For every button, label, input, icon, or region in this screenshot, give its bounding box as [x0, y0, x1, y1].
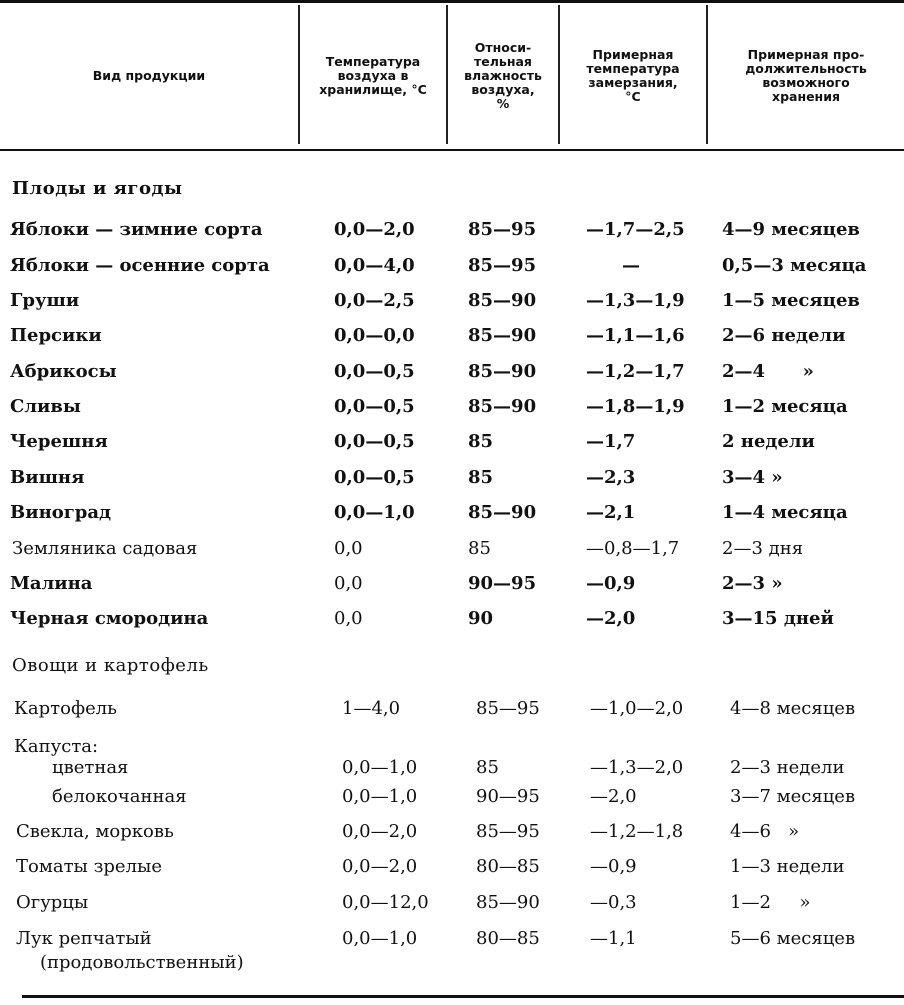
air-temp-value: 0,0—2,0: [342, 821, 418, 842]
air-temp-value: 0,0—0,5: [334, 431, 415, 452]
freeze-temp-value: —2,3: [586, 467, 636, 488]
humidity-value: 90: [468, 608, 494, 629]
product-name: Малина: [10, 573, 93, 594]
air-temp-value: 0,0—2,0: [334, 219, 415, 240]
humidity-value: 85—90: [468, 325, 537, 346]
product-name: Персики: [10, 325, 102, 346]
storage-value: 1—2 »: [730, 892, 811, 913]
air-temp-value: 0,0—0,5: [334, 396, 415, 417]
freeze-temp-value: —1,8—1,9: [586, 396, 685, 417]
humidity-value: 85—95: [468, 219, 537, 240]
freeze-temp-value: —1,1: [590, 928, 637, 949]
storage-value: 2—3 »: [722, 573, 783, 594]
humidity-value: 80—85: [476, 928, 540, 949]
humidity-value: 90—95: [476, 786, 540, 807]
freeze-temp-value: —2,0: [586, 608, 636, 629]
product-name: Томаты зрелые: [16, 856, 162, 877]
freeze-temp-value: —1,2—1,7: [586, 361, 685, 382]
humidity-value: 85—90: [476, 892, 540, 913]
air-temp-value: 0,0: [334, 538, 363, 559]
freeze-temp-value: —1,7—2,5: [586, 219, 685, 240]
header-rule: [0, 149, 904, 151]
product-name: Свекла, морковь: [16, 821, 174, 842]
freeze-temp-value: —1,1—1,6: [586, 325, 685, 346]
header-humidity: Относи- тельная влажность воздуха, %: [464, 40, 542, 111]
humidity-value: 85—95: [476, 698, 540, 719]
storage-value: 3—15 дней: [722, 608, 834, 629]
humidity-value: 85—90: [468, 396, 537, 417]
product-name: Огурцы: [16, 892, 89, 913]
storage-value: 4—6 »: [730, 821, 800, 842]
air-temp-value: 0,0—2,0: [342, 856, 418, 877]
product-name: Лук репчатый: [16, 928, 152, 949]
product-name: Груши: [10, 290, 80, 311]
humidity-value: 85: [468, 538, 491, 559]
product-name: цветная: [52, 757, 129, 778]
air-temp-value: 0,0—1,0: [334, 502, 415, 523]
product-name: Яблоки — зимние сорта: [10, 219, 263, 240]
section-title-fruits: Плоды и ягоды: [12, 178, 183, 199]
humidity-value: 85: [476, 757, 499, 778]
air-temp-value: 0,0—4,0: [334, 255, 415, 276]
air-temp-value: 0,0—1,0: [342, 757, 418, 778]
product-name-qualifier: (продовольственный): [40, 952, 244, 973]
air-temp-value: 0,0—0,0: [334, 325, 415, 346]
air-temp-value: 0,0: [334, 573, 363, 594]
freeze-temp-value: —1,2—1,8: [590, 821, 684, 842]
humidity-value: 85—90: [468, 361, 537, 382]
storage-value: 1—4 месяца: [722, 502, 848, 523]
storage-value: 0,5—3 месяца: [722, 255, 867, 276]
storage-value: 1—5 месяцев: [722, 290, 860, 311]
section-title-vegetables: Овощи и картофель: [12, 655, 209, 676]
freeze-temp-value: —0,3: [590, 892, 637, 913]
air-temp-value: 0,0—2,5: [334, 290, 415, 311]
humidity-value: 85—90: [468, 290, 537, 311]
humidity-value: 85: [468, 431, 494, 452]
product-name: белокочанная: [52, 786, 187, 807]
storage-value: 2 недели: [722, 431, 815, 452]
storage-value: 4—8 месяцев: [730, 698, 856, 719]
freeze-temp-value: —1,0—2,0: [590, 698, 684, 719]
air-temp-value: 0,0—1,0: [342, 928, 418, 949]
header-product: Вид продукции: [92, 68, 206, 83]
air-temp-value: 0,0—0,5: [334, 361, 415, 382]
storage-value: 2—3 недели: [730, 757, 845, 778]
table-bottom-rule: [22, 995, 904, 998]
storage-value: 1—3 недели: [730, 856, 845, 877]
humidity-value: 85—90: [468, 502, 537, 523]
product-name: Вишня: [10, 467, 85, 488]
product-name: Черная смородина: [10, 608, 209, 629]
storage-value: 3—4 »: [722, 467, 783, 488]
freeze-temp-value: —1,7: [586, 431, 636, 452]
product-name: Картофель: [14, 698, 117, 719]
product-name: Яблоки — осенние сорта: [10, 255, 270, 276]
product-name: Виноград: [10, 502, 112, 523]
storage-value: 2—6 недели: [722, 325, 846, 346]
humidity-value: 85—95: [468, 255, 537, 276]
air-temp-value: 1—4,0: [342, 698, 401, 719]
humidity-value: 85—95: [476, 821, 540, 842]
header-freeze-temp: Примерная температура замерзания, °С: [586, 47, 680, 104]
header-storage-duration: Примерная про- должительность возможного хранения: [745, 47, 867, 104]
storage-value: 2—4 »: [722, 361, 814, 382]
freeze-temp-value: —1,3—2,0: [590, 757, 684, 778]
storage-value: 2—3 дня: [722, 538, 804, 559]
freeze-temp-value: —1,3—1,9: [586, 290, 685, 311]
product-name: Сливы: [10, 396, 81, 417]
product-group-name: Капуста:: [14, 736, 99, 757]
freeze-temp-value: —2,0: [590, 786, 637, 807]
header-air-temp: Температура воздуха в хранилище, °С: [319, 54, 427, 97]
air-temp-value: 0,0: [334, 608, 363, 629]
humidity-value: 80—85: [476, 856, 540, 877]
product-name: Абрикосы: [10, 361, 117, 382]
storage-value: 5—6 месяцев: [730, 928, 856, 949]
freeze-temp-value: —2,1: [586, 502, 636, 523]
air-temp-value: 0,0—1,0: [342, 786, 418, 807]
humidity-value: 90—95: [468, 573, 537, 594]
freeze-temp-value: —0,9: [590, 856, 637, 877]
product-name: Земляника садовая: [12, 538, 198, 559]
air-temp-value: 0,0—12,0: [342, 892, 429, 913]
air-temp-value: 0,0—0,5: [334, 467, 415, 488]
freeze-temp-value: —0,9: [586, 573, 636, 594]
storage-value: 1—2 месяца: [722, 396, 848, 417]
freeze-temp-value: —: [622, 255, 640, 276]
product-name: Черешня: [10, 431, 108, 452]
storage-value: 3—7 месяцев: [730, 786, 856, 807]
storage-value: 4—9 месяцев: [722, 219, 860, 240]
humidity-value: 85: [468, 467, 494, 488]
freeze-temp-value: —0,8—1,7: [586, 538, 680, 559]
